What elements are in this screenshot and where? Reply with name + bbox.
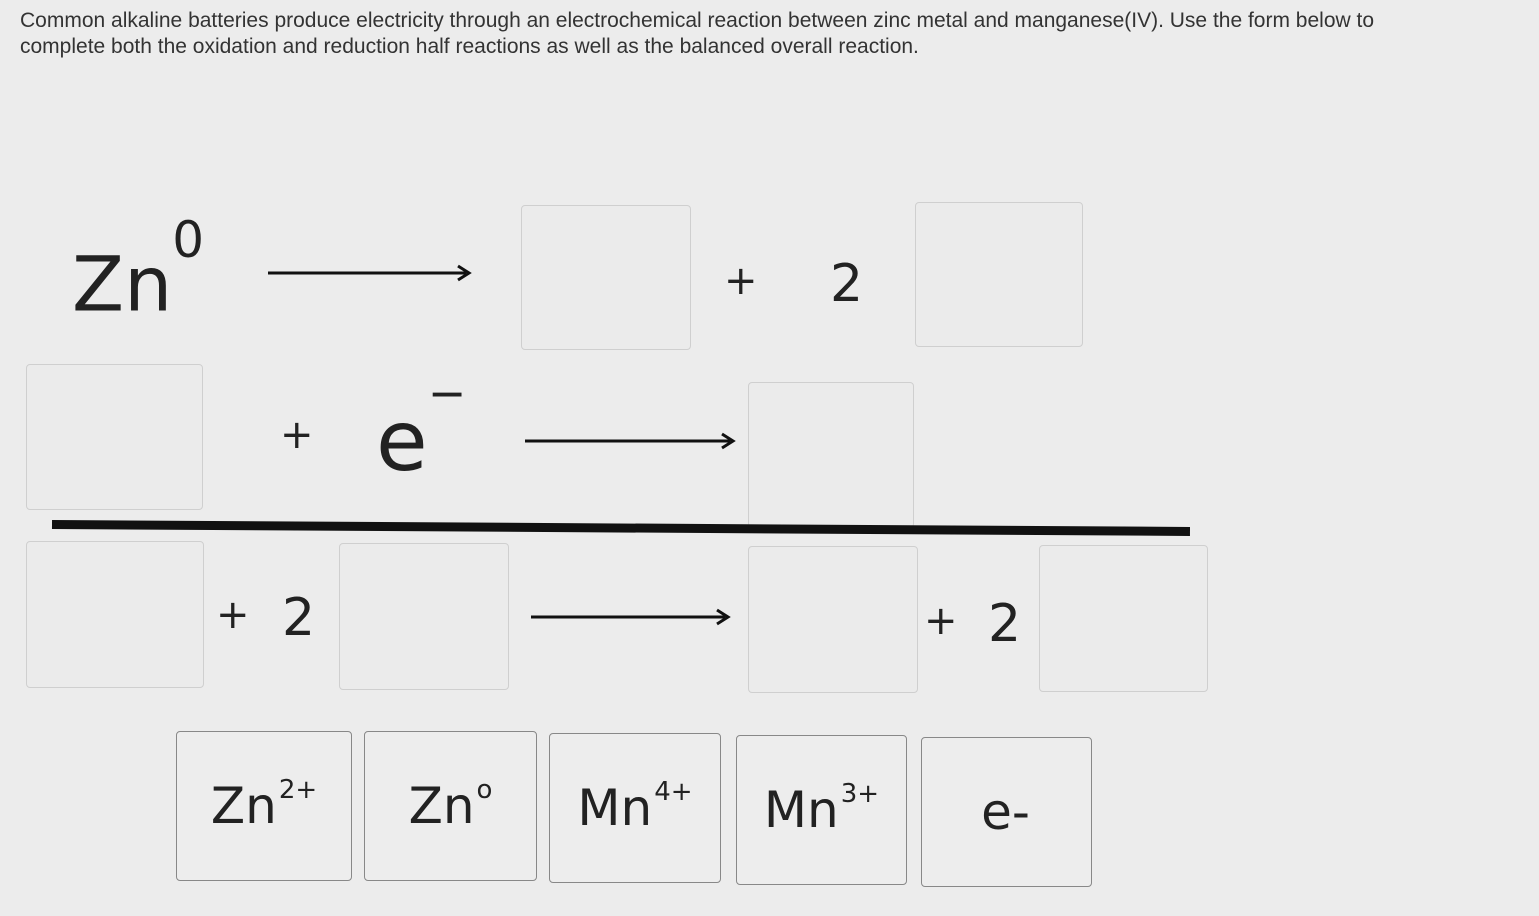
overall-left-plus: + <box>216 592 250 638</box>
oxidation-product-slot-2[interactable] <box>915 202 1083 347</box>
overall-reactant-slot-1[interactable] <box>26 541 204 688</box>
overall-arrow <box>531 616 733 619</box>
oxidation-arrow <box>268 272 474 275</box>
reduction-plus: + <box>280 412 314 458</box>
zn-charge: 0 <box>172 210 205 269</box>
oxidation-reactant <box>72 210 205 329</box>
zn-symbol: Zn <box>72 239 173 329</box>
tile-zn2plus-base: Zn <box>210 777 277 835</box>
tile-mn3plus[interactable] <box>736 735 907 885</box>
tile-mn3plus-base: Mn <box>763 781 839 839</box>
oxidation-product-slot-1[interactable] <box>521 205 691 350</box>
tile-mn4plus-charge: 4+ <box>654 777 693 807</box>
tile-mn3plus-charge: 3+ <box>840 779 880 809</box>
overall-divider <box>52 520 1190 536</box>
oxidation-coefficient: 2 <box>830 254 864 314</box>
overall-left-coefficient: 2 <box>282 588 316 648</box>
overall-product-slot-2[interactable] <box>1039 545 1208 692</box>
tile-mn4plus-base: Mn <box>577 779 653 837</box>
oxidation-plus: + <box>724 258 758 304</box>
reduction-product-slot[interactable] <box>748 382 914 528</box>
tile-zn2plus-charge: 2+ <box>278 775 318 805</box>
overall-right-plus: + <box>924 598 958 644</box>
overall-reactant-slot-2[interactable] <box>339 543 509 690</box>
overall-right-coefficient: 2 <box>988 594 1022 654</box>
electron-charge: − <box>427 365 467 420</box>
tile-zn0[interactable] <box>364 731 537 881</box>
electron-letter: e <box>376 392 428 490</box>
tile-electron[interactable] <box>921 737 1092 887</box>
tile-zn2plus[interactable] <box>176 731 352 881</box>
reduction-arrow <box>525 440 737 443</box>
reduction-reactant-slot[interactable] <box>26 364 203 510</box>
tile-zn0-charge: o <box>476 775 493 805</box>
overall-product-slot-1[interactable] <box>748 546 918 693</box>
tile-mn4plus[interactable] <box>549 733 721 883</box>
tile-electron-base: e- <box>981 783 1030 841</box>
electron-symbol <box>376 365 467 490</box>
instructions-text: Common alkaline batteries produce electricity through an electrochemical reaction between zinc metal and manganese(IV). Use the form below to complete both the oxidation and reduction half reactions as well as the balanced overall reaction. <box>20 9 1375 58</box>
tile-zn0-base: Zn <box>408 777 475 835</box>
